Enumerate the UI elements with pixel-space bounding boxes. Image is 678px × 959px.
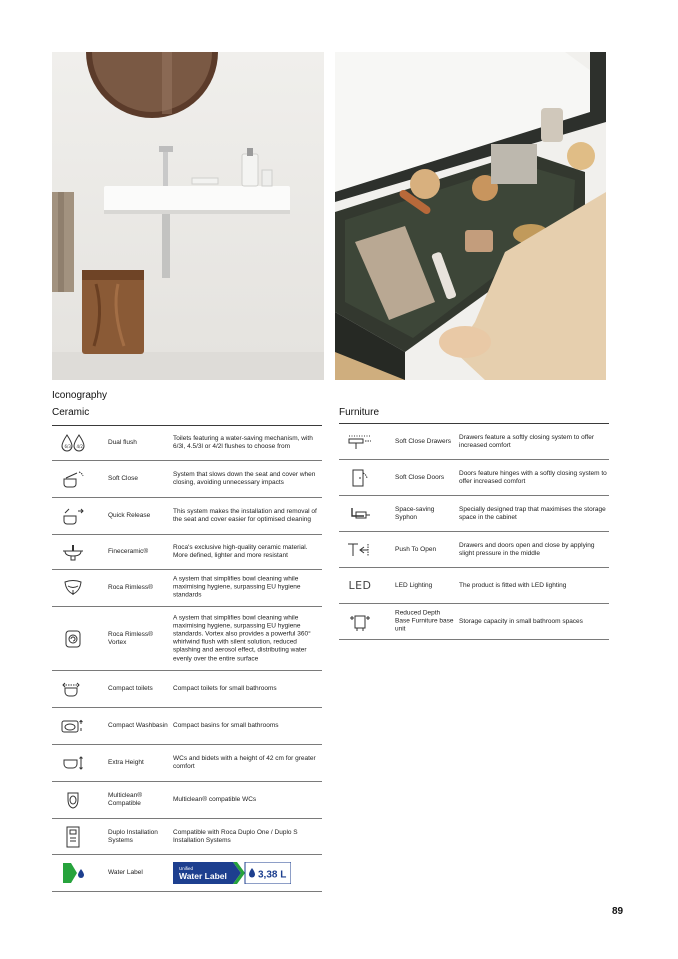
space-saving-syphon-icon [339, 496, 381, 531]
feature-description: This system makes the installation and removal of the seat and cover easier for optimised cleaning [173, 507, 317, 523]
svg-text:4/2: 4/2 [76, 444, 83, 449]
table-row [52, 498, 322, 535]
drawer-scene-illustration [335, 52, 606, 380]
soft-close-doors-icon [339, 460, 381, 495]
ceramic-table [52, 425, 322, 892]
fineceramic-icon [52, 535, 94, 569]
feature-description: Compact toilets for small bathrooms [173, 684, 277, 692]
furniture-table [339, 423, 609, 640]
multiclean-icon [52, 782, 94, 818]
feature-name: Compact toilets [108, 684, 153, 692]
table-row [52, 671, 322, 708]
feature-name: Roca Rimless® Vortex [108, 630, 153, 646]
feature-name: Water Label [108, 868, 143, 876]
drawer-photo [335, 52, 606, 380]
feature-description: The product is fitted with LED lighting [459, 581, 567, 589]
feature-description: Compatible with Roca Duplo One / Duplo S Installation Systems [173, 828, 298, 844]
feature-description: System that slows down the seat and cover when closing, avoiding unnecessary impacts [173, 470, 316, 486]
table-row [339, 532, 609, 568]
feature-name: Multiclean® Compatible [108, 791, 143, 807]
feature-description: A system that simplifies bowl cleaning while maximising hygiene, surpassing EU hygiene standards [173, 575, 301, 600]
dual-flush-icon [52, 426, 94, 460]
table-row [52, 708, 322, 745]
feature-description: Drawers feature a softly closing system to offer increased comfort [459, 433, 594, 449]
table-row [52, 426, 322, 461]
feature-name: Soft Close [108, 474, 138, 482]
water-label-icon [52, 855, 94, 891]
feature-description: Toilets featuring a water-saving mechanism, with 6/3l, 4.5/3l or 4/2l flushes to choose from [173, 434, 313, 450]
table-row [339, 604, 609, 640]
feature-description: WCs and bidets with a height of 42 cm for greater comfort [173, 754, 316, 770]
table-row [52, 535, 322, 570]
compact-toilet-icon [52, 671, 94, 707]
feature-name: Soft Close Drawers [395, 437, 451, 445]
feature-description: Specially designed trap that maximises the storage space in the cabinet [459, 505, 606, 521]
ceramic-heading: Ceramic [52, 407, 90, 418]
feature-description: Roca's exclusive high-quality ceramic material. More defined, lighter and more resistant [173, 543, 308, 559]
feature-name: LED Lighting [395, 581, 433, 589]
water-label-small-text: Unified [179, 866, 194, 871]
reduced-depth-icon [339, 604, 381, 639]
feature-name: Quick Release [108, 511, 151, 519]
feature-name: Roca Rimless® [108, 583, 153, 591]
table-row [339, 460, 609, 496]
table-row [339, 424, 609, 460]
table-row [52, 782, 322, 819]
quick-release-icon [52, 498, 94, 534]
feature-description: Drawers and doors open and close by applying slight pressure in the middle [459, 541, 595, 557]
feature-description: Storage capacity in small bathroom spaces [459, 617, 583, 625]
led-icon [339, 568, 381, 603]
water-label-value: 3,38 L [258, 869, 287, 881]
rimless-icon [52, 570, 94, 606]
page-number: 89 [612, 906, 624, 917]
feature-name: Space-saving Syphon [395, 505, 435, 521]
feature-name: Reduced Depth Base Furniture base unit [395, 609, 454, 633]
feature-description: Compact basins for small bathrooms [173, 721, 279, 729]
feature-description: Multiclean® compatible WCs [173, 795, 257, 803]
table-row [52, 819, 322, 855]
compact-washbasin-icon [52, 708, 94, 744]
rimless-vortex-icon [52, 607, 94, 670]
feature-name: Extra Height [108, 758, 144, 766]
table-row [339, 496, 609, 532]
iconography-heading: Iconography [52, 390, 108, 401]
water-label-badge [173, 862, 291, 884]
feature-name: Soft Close Doors [395, 473, 445, 481]
feature-name: Push To Open [395, 545, 437, 553]
table-row [339, 568, 609, 604]
table-row [52, 855, 322, 892]
feature-name: Dual flush [108, 438, 137, 446]
table-row [52, 607, 322, 671]
soft-close-icon [52, 461, 94, 497]
extra-height-icon [52, 745, 94, 781]
furniture-heading: Furniture [339, 407, 380, 418]
push-to-open-icon [339, 532, 381, 567]
led-icon-text: LED [348, 579, 372, 592]
duplo-installation-icon [52, 819, 94, 854]
feature-name: Compact Washbasin [108, 721, 168, 729]
feature-description: A system that simplifies bowl cleaning while maximising hygiene, surpassing EU hygiene standards. Vortex also provides a powerful 360° whirlwind flush with silent solution, reduced splashing and aerosol effect, distributing water evenly over the entire surface [173, 613, 311, 662]
soft-close-drawers-icon [339, 424, 381, 459]
feature-name: Duplo Installation Systems [108, 828, 158, 844]
table-row [52, 570, 322, 607]
table-row [52, 745, 322, 782]
washbasin-photo [52, 52, 324, 380]
water-label-title: Water Label [179, 871, 227, 881]
svg-text:6/3: 6/3 [64, 444, 71, 449]
feature-description: Doors feature hinges with a softly closing system to offer increased comfort [459, 469, 607, 485]
washbasin-scene-illustration [52, 52, 324, 380]
table-row [52, 461, 322, 498]
feature-name: Fineceramic® [108, 547, 149, 555]
